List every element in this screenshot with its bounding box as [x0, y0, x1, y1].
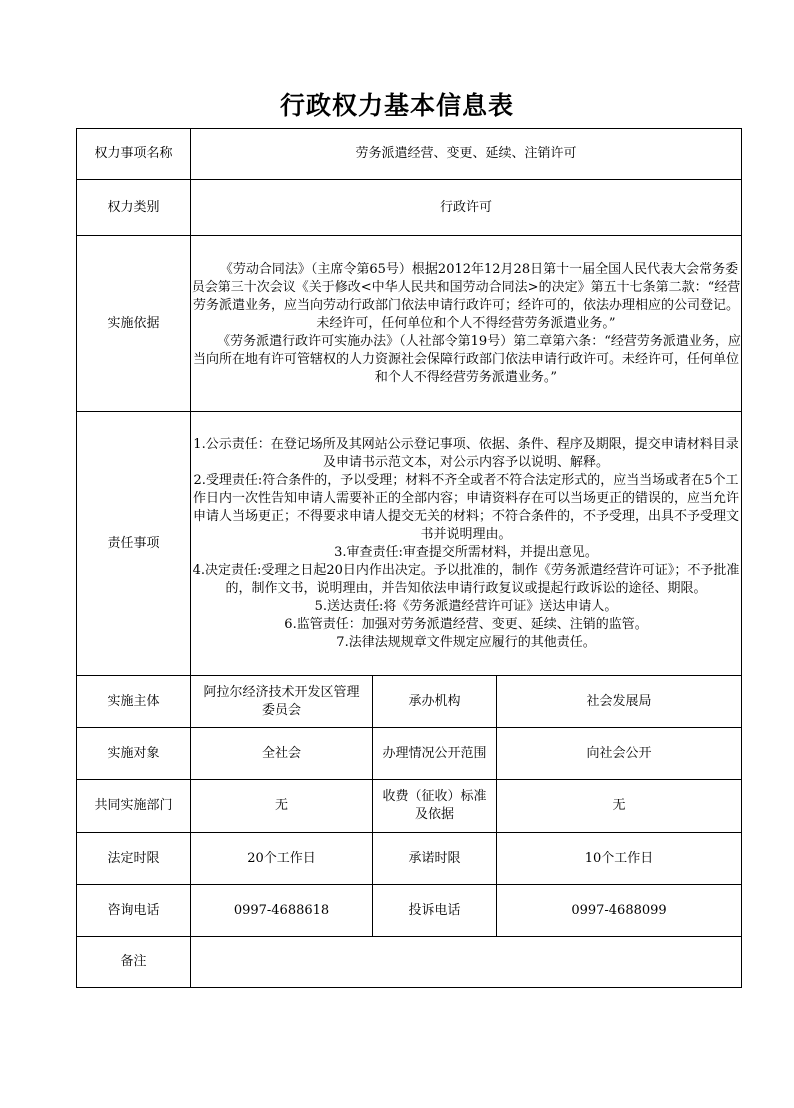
value-power-name: 劳务派遣经营、变更、延续、注销许可: [191, 129, 742, 180]
value-consult-phone: 0997-4688618: [191, 885, 373, 937]
row-responsibilities: [77, 412, 742, 676]
value-fees: 无: [497, 780, 742, 833]
label-fees: 收费（征收）标准及依据: [373, 780, 497, 833]
row-time: [77, 833, 742, 885]
label-consult-phone: 咨询电话: [77, 885, 191, 937]
row-basis: [77, 236, 742, 412]
row-phone: [77, 885, 742, 937]
row-remarks: [77, 937, 742, 988]
responsibility-item: 7.法律法规规章文件规定应履行的其他责任。: [336, 634, 596, 650]
label-promised-time: 承诺时限: [373, 833, 497, 885]
value-joint: 无: [191, 780, 373, 833]
value-disclosure: 向社会公开: [497, 728, 742, 780]
value-promised-time: 10个工作日: [497, 833, 742, 885]
responsibility-item: 2.受理责任:符合条件的，予以受理；材料不齐全或者不符合法定形式的，应当当场或者在5个工作日内一次性告知申请人需要补正的全部内容；申请资料存在可以当场更正的错误的，应当允许申请人当场更正；不得要求申请人提交无关的材料；不符合条件的，不予受理，出具不予受理文书并说明理由。: [193, 472, 740, 542]
label-basis: 实施依据: [77, 236, 191, 412]
row-joint: [77, 780, 742, 833]
row-subject: [77, 676, 742, 728]
value-responsibilities: [191, 412, 742, 676]
label-agency: 承办机构: [373, 676, 497, 728]
label-complaint-phone: 投诉电话: [373, 885, 497, 937]
value-complaint-phone: 0997-4688099: [497, 885, 742, 937]
value-basis: [191, 236, 742, 412]
value-remarks: [191, 937, 742, 988]
responsibility-item: 1.公示责任：在登记场所及其网站公示登记事项、依据、条件、程序及期限，提交申请材料目录及申请书示范文本，对公示内容予以说明、解释。: [193, 436, 739, 470]
row-power-name: [77, 129, 742, 180]
value-target: 全社会: [191, 728, 373, 780]
responsibility-item: 3.审查责任:审查提交所需材料，并提出意见。: [334, 544, 598, 560]
value-power-type: 行政许可: [191, 180, 742, 236]
label-joint: 共同实施部门: [77, 780, 191, 833]
label-legal-time: 法定时限: [77, 833, 191, 885]
responsibility-item: 5.送达责任:将《劳务派遣经营许可证》送达申请人。: [314, 598, 618, 614]
page-title: 行政权力基本信息表: [279, 91, 514, 120]
label-subject: 实施主体: [77, 676, 191, 728]
basis-paragraph: 《劳动合同法》（主席令第65号）根据2012年12月28日第十一届全国人民代表大会常务委员会第三十次会议《关于修改<中华人民共和国劳动合同法>的决定》第五十七条第二款：“经营劳务派遣业务，应当向劳动行政部门依法申请行政许可；经许可的，依法办理相应的公司登记。未经许可，任何单位和个人不得经营劳务派遣业务。”: [191, 261, 741, 331]
info-table: [76, 128, 742, 988]
responsibility-item: 4.决定责任:受理之日起20日内作出决定。予以批准的，制作《劳务派遣经营许可证》；不予批准的，制作文书，说明理由，并告知依法申请行政复议或提起行政诉讼的途径、期限。: [192, 562, 740, 596]
label-power-type: 权力类别: [77, 180, 191, 236]
value-subject: 阿拉尔经济技术开发区管理委员会: [191, 676, 373, 728]
label-disclosure: 办理情况公开范围: [373, 728, 497, 780]
value-agency: 社会发展局: [497, 676, 742, 728]
row-power-type: [77, 180, 742, 236]
label-remarks: 备注: [77, 937, 191, 988]
label-responsibilities: 责任事项: [77, 412, 191, 676]
row-target: [77, 728, 742, 780]
basis-paragraph: 《劳务派遣行政许可实施办法》（人社部令第19号）第二章第六条：“经营劳务派遣业务，应当向所在地有许可管辖权的人力资源社会保障行政部门依法申请行政许可。未经许可，任何单位和个人不得经营劳务派遣业务。”: [193, 333, 741, 385]
responsibility-item: 6.监管责任：加强对劳务派遣经营、变更、延续、注销的监管。: [284, 616, 648, 632]
label-target: 实施对象: [77, 728, 191, 780]
value-legal-time: 20个工作日: [191, 833, 373, 885]
label-power-name: 权力事项名称: [77, 129, 191, 180]
